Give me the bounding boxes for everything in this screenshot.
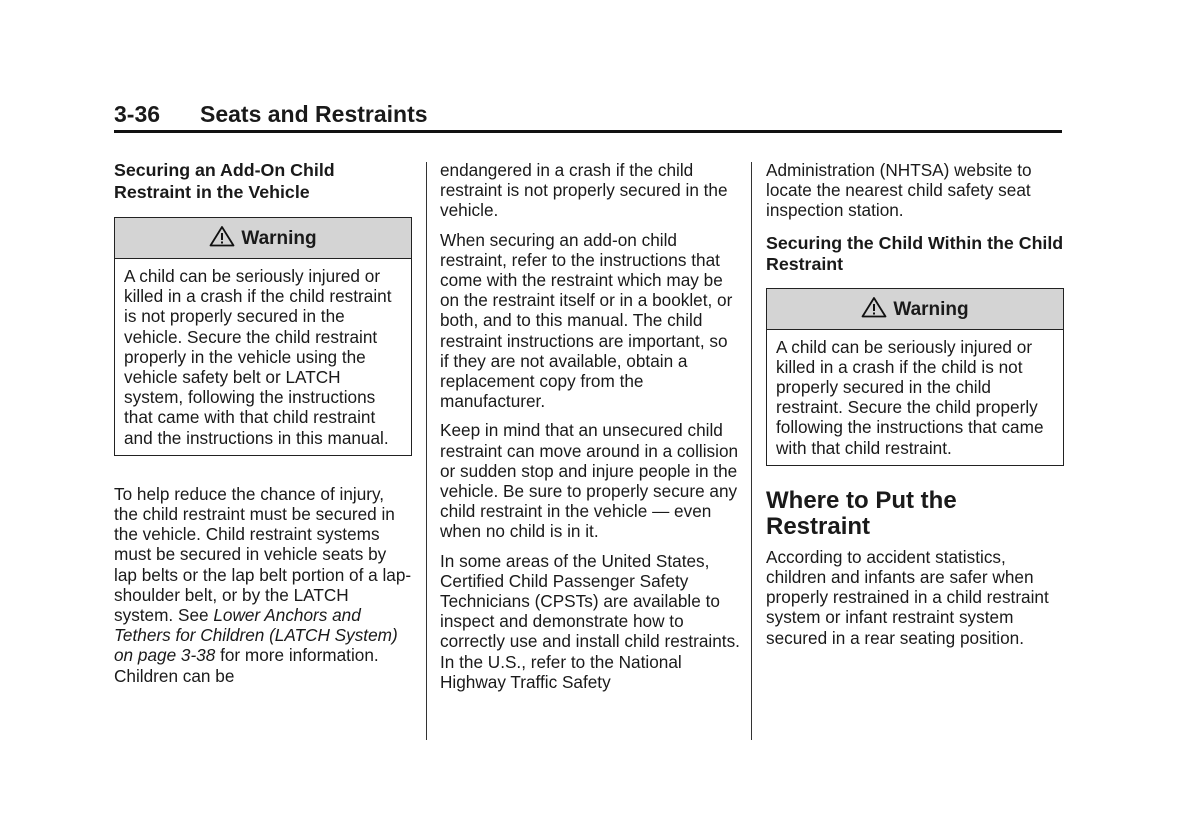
column-3 [766, 160, 1064, 657]
paragraph-text: To help reduce the chance of injury, the child restraint must be secured in the vehicle. Child restraint systems must be secured in vehicle seats by lap belts or the lap belt portion of a lap-shoulder belt, or by the LATCH system. See [114, 483, 412, 626]
warning-triangle-icon [861, 296, 887, 318]
subheading-securing-child: Securing the Child Within the Child Restraint [766, 232, 1064, 275]
warning-box [766, 288, 1064, 466]
paragraph: According to accident statistics, children and infants are safer when properly restrained in a child restraint system or infant restraint system secured in a rear seating position. [766, 546, 1049, 648]
page-number: 3-36 [114, 101, 161, 127]
paragraph: When securing an add-on child restraint, refer to the instructions that come with the restraint which may be on the restraint itself or in a booklet, or both, and to this manual. The child restraint instructions are important, so if they are not available, obtain a replacement copy from the manufacturer. [440, 229, 733, 412]
section-title: Seats and Restraints [200, 101, 428, 127]
warning-label: Warning [241, 228, 317, 249]
section-heading: Where to Put the Restraint [766, 486, 957, 541]
paragraph: Administration (NHTSA) website to locate the nearest child safety seat inspection station. [766, 160, 1032, 221]
warning-header [115, 218, 411, 259]
warning-header [767, 289, 1063, 330]
paragraph [114, 484, 412, 686]
subheading-add-on-restraint: Securing an Add-On Child Restraint in the Vehicle [114, 160, 335, 202]
warning-text: A child can be seriously injured or killed in a crash if the child is not properly secured in the child restraint. Secure the child properly following the instructions that came with that child restraint. [776, 336, 1044, 458]
column-divider-2 [751, 162, 752, 740]
column-2 [440, 160, 740, 701]
paragraph: Keep in mind that an unsecured child restraint can move around in a collision or sudden stop and injure people in the vehicle. Be sure to properly secure any child restraint in the vehicle — even when no child is in it. [440, 420, 739, 542]
latch-cross-reference-link[interactable]: Lower Anchors and Tethers for Children (LATCH System) on page 3-38 [114, 605, 398, 666]
warning-triangle-icon [209, 225, 235, 247]
warning-text: A child can be seriously injured or killed in a crash if the child restraint is not properly secured in the vehicle. Secure the child restraint properly in the vehicle using the vehicle safety belt or LATCH system, following the instructions that came with that child restraint and the instructions in this manual. [124, 266, 392, 448]
warning-box [114, 217, 412, 456]
column-divider-1 [426, 162, 427, 740]
warning-label: Warning [893, 298, 969, 320]
column-1 [114, 160, 412, 695]
paragraph: In some areas of the United States, Certified Child Passenger Safety Technicians (CPSTs) are available to inspect and demonstrate how to correctly use and install child restraints. In the U.S., refer to the National Highway Traffic Safety [440, 550, 740, 692]
page-header [114, 98, 1062, 133]
paragraph: endangered in a crash if the child restraint is not properly secured in the vehicle. [440, 160, 728, 221]
paragraph-text-end: for more information. Children can be [114, 645, 379, 686]
